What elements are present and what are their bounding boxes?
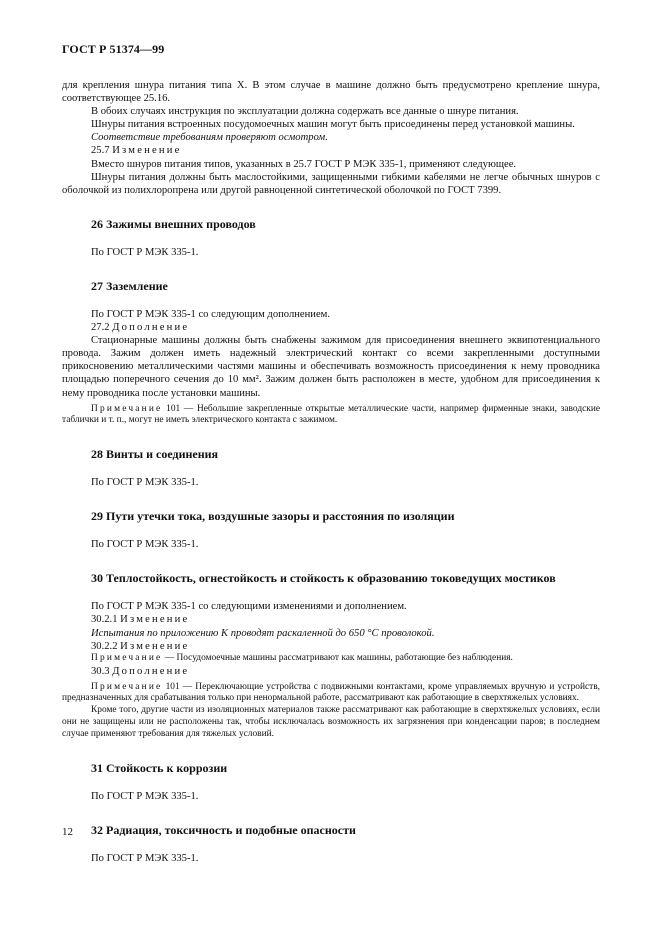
section-title-29: 29 Пути утечки тока, воздушные зазоры и расстояния по изоляции [91,509,455,524]
clause-heading [62,665,600,678]
clause-number: 25.7 [91,145,110,157]
paragraph: Шнуры питания должны быть маслостойкими, защищенными гибкими кабелями не легче обычных шнуров с оболочкой из полихлоропрена или другой равноценной синтетической оболочкой по ГОСТ 7399. [62,171,600,196]
section-title-27: 27 Заземление [91,278,168,293]
paragraph: Шнуры питания встроенных посудомоечных машин могут быть присоединены перед установкой машины. [91,119,575,131]
paragraph-italic: Испытания по приложению K проводят раскаленной до 650 °С проволокой. [91,627,435,639]
note [62,404,600,428]
paragraph: В обоих случаях инструкция по эксплуатации должна содержать все данные о шнуре питания. [91,106,519,118]
note-text: 101 — Переключающие устройства с подвижными контактами, кроме управляемых вручную и устройств, предназначенных для срабатывания только при ненормальной работе, рассматривают как работающие в сверхтяжелых условиях. [62,681,600,704]
running-header: ГОСТ Р 51374—99 [62,42,165,56]
clause-heading [62,144,600,157]
section-title-31: 31 Стойкость к коррозии [91,760,228,775]
note-label: Примечание [91,681,163,692]
paragraph: По ГОСТ Р МЭК 335-1. [91,477,199,489]
clause-word: Дополнение [112,322,190,334]
paragraph: Вместо шнуров питания типов, указанных в 25.7 ГОСТ Р МЭК 335-1, применяют следующее. [91,158,517,170]
note [62,682,600,706]
clause-word: Изменение [120,640,190,652]
paragraph: Стационарные машины должны быть снабжены зажимом для присоединения внешнего эквипотенциального провода. Зажим должен иметь надежный электрический контакт со всеми закрепленными доступными прикосновению металлическими частями машины и обеспечивать возможность присоединения к нему проводника площадью поперечного сечения до 10 мм². Зажим должен быть расположен в месте, удобном для присоединения к нему проводника после установки машины. [62,335,600,399]
note [62,653,600,665]
paragraph: По ГОСТ Р МЭК 335-1. [91,852,199,864]
paragraph: По ГОСТ Р МЭК 335-1 со следующими изменениями и дополнением. [91,601,407,613]
document-page [62,42,600,865]
section-title-30: 30 Теплостойкость, огнестойкость и стойкость к образованию токоведущих мостиков [91,571,556,586]
note-text: 101 — Небольшие закрепленные открытые металлические части, например фирменные знаки, заводские таблички и т. п., могут не иметь электрического контакта с зажимом. [62,403,600,426]
clause-number: 27.2 [91,322,110,334]
note-text: — Посудомоечные машины рассматривают как машины, работающие без наблюдения. [164,652,513,663]
note-label: Примечание [91,403,163,414]
paragraph: По ГОСТ Р МЭК 335-1. [91,790,199,802]
paragraph: для крепления шнура питания типа X. В этом случае в машине должно быть предусмотрено крепление шнура, соответствующее 25.16. [62,80,600,105]
section-title-26: 26 Зажимы внешних проводов [91,216,256,231]
clause-heading [62,613,600,626]
clause-number: 30.2.2 [91,640,118,652]
paragraph-italic: Соответствие требованиям проверяют осмотром. [91,132,328,144]
note-continuation: Кроме того, другие части из изоляционных материалов также рассматривают как работающие в сверхтяжелых условиях, если они не защищены или не расположены так, чтобы исключалась возможность их загрязнения при конденсации паров; в последнем случае применяют требования для тяжелых условий. [62,705,600,739]
clause-word: Дополнение [112,665,190,677]
clause-word: Изменение [112,145,182,157]
clause-heading [62,640,600,653]
section-title-28: 28 Винты и соединения [91,447,219,462]
paragraph: По ГОСТ Р МЭК 335-1. [91,246,199,258]
section-title-32: 32 Радиация, токсичность и подобные опасности [91,822,356,837]
note-label: Примечание [91,652,163,663]
paragraph: По ГОСТ Р МЭК 335-1 со следующим дополнением. [91,308,330,320]
clause-number: 30.3 [91,665,110,677]
clause-word: Изменение [120,614,190,626]
clause-number: 30.2.1 [91,614,118,626]
page-number: 12 [62,826,73,838]
clause-heading [62,321,600,334]
paragraph: По ГОСТ Р МЭК 335-1. [91,539,199,551]
